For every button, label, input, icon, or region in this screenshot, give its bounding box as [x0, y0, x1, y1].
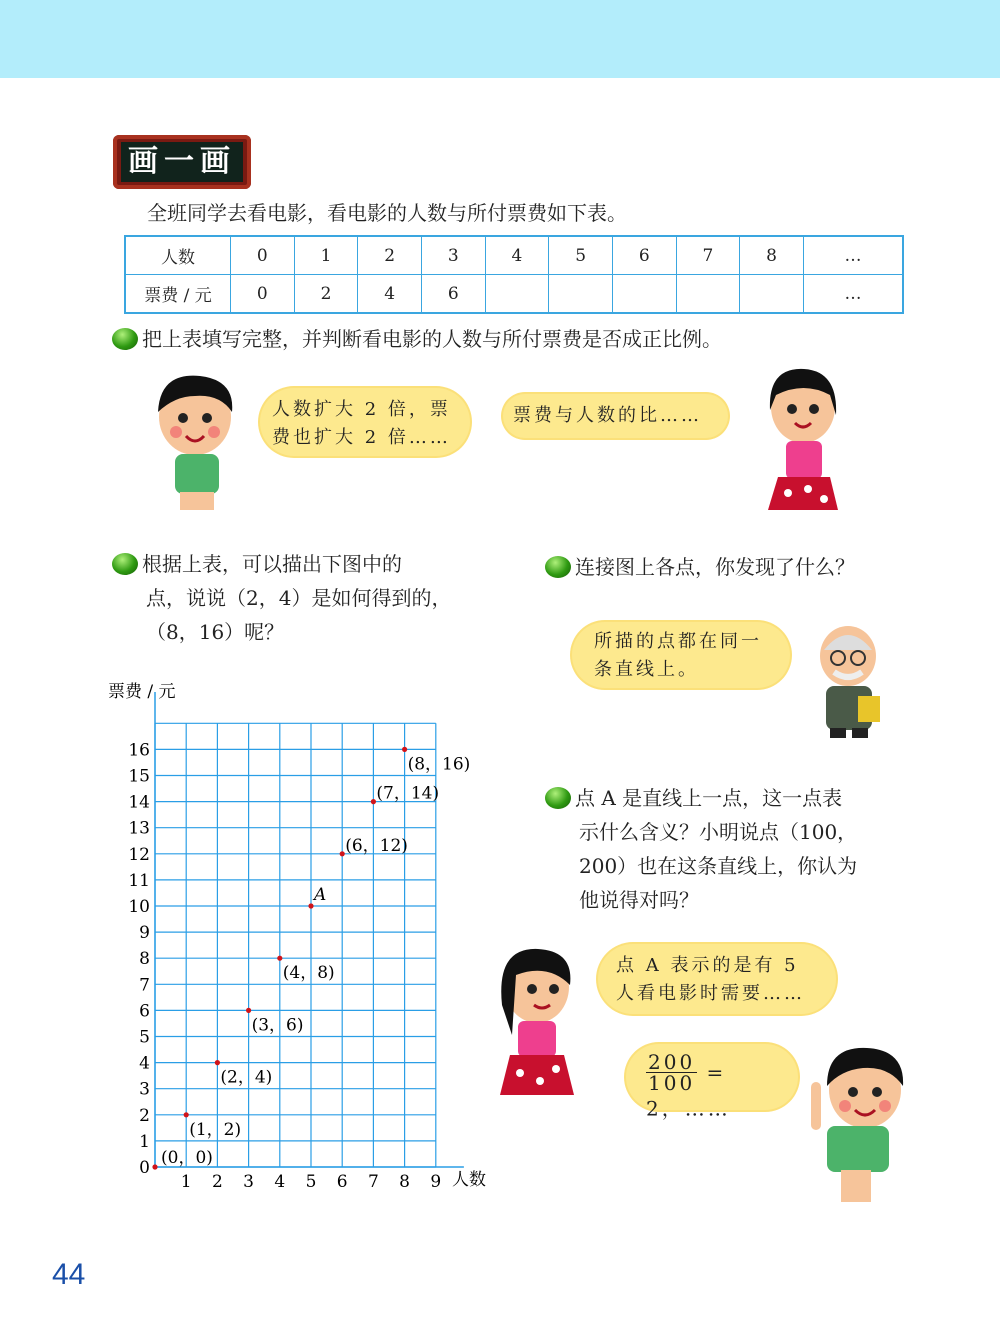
table-cell: 3: [421, 236, 485, 275]
table-cell: …: [803, 275, 903, 314]
y-tick-label: 10: [128, 897, 150, 917]
x-tick-label: 8: [399, 1172, 411, 1192]
table-cell: 0: [231, 236, 295, 275]
section-badge: 画一画: [113, 135, 251, 189]
speech-bubble-boy-2: $\frac{200}{100} = 2$，……: [626, 1044, 798, 1110]
table-cell: [740, 275, 804, 314]
x-tick-label: 4: [274, 1172, 286, 1192]
speech-bubble-boy: 人数扩大 2 倍，票费也扩大 2 倍……: [260, 388, 470, 456]
x-tick-label: 2: [211, 1172, 223, 1192]
intro-text: 全班同学去看电影，看电影的人数与所付票费如下表。: [147, 201, 627, 225]
table-cell: 5: [549, 236, 613, 275]
point-label: (1，2): [189, 1119, 242, 1140]
table-cell: 0: [231, 275, 295, 314]
table-cell: 6: [421, 275, 485, 314]
table-cell: 1: [294, 236, 358, 275]
table-cell: [485, 275, 549, 314]
table-cell: 2: [294, 275, 358, 314]
y-tick-label: 15: [128, 766, 150, 787]
bullet-icon: [112, 328, 138, 350]
table-cell: 4: [485, 236, 549, 275]
x-axis-label: 人数: [452, 1170, 486, 1190]
data-point: [246, 1008, 251, 1013]
y-tick-label: 8: [139, 949, 150, 970]
girl-illustration: [738, 365, 873, 515]
speech-bubble-girl-2: 点 A 表示的是有 5 人看电影时需要……: [598, 944, 836, 1014]
point-label: (8，16): [407, 754, 471, 775]
y-tick-label: 1: [139, 1131, 150, 1152]
boy-illustration: [150, 372, 245, 512]
data-point: [371, 799, 376, 804]
data-point: [184, 1112, 189, 1117]
x-tick-label: 7: [367, 1172, 379, 1192]
data-point: [152, 1164, 157, 1169]
data-point: [340, 851, 345, 856]
table-row: [125, 275, 903, 314]
x-tick-label: 9: [430, 1172, 442, 1192]
fraction: $\frac{200}{100}$: [648, 1050, 696, 1095]
bullet-icon: [545, 556, 571, 578]
data-table: [124, 235, 904, 314]
task-4: 点 A 是直线上一点，这一点表 示什么含义？小明说点（100， 200）也在这条直线上，你认为 他说得对吗？: [545, 781, 857, 917]
point-label: (0，0): [161, 1148, 213, 1168]
y-tick-label: 0: [139, 1158, 150, 1178]
y-tick-label: 7: [139, 975, 150, 996]
task-2: 根据上表，可以描出下图中的 点，说说（2，4）是如何得到的， （8，16）呢？: [112, 547, 451, 649]
table-row: [125, 236, 903, 275]
y-tick-label: 2: [139, 1105, 150, 1126]
table-cell: 4: [358, 275, 422, 314]
row-header: 票费 / 元: [125, 275, 231, 314]
bullet-icon: [112, 553, 138, 575]
row-header: 人数: [125, 236, 231, 275]
table-cell: 2: [358, 236, 422, 275]
point-label: A: [314, 885, 327, 905]
boy-pointing-illustration: [805, 1042, 915, 1207]
table-cell: 8: [740, 236, 804, 275]
grandpa-illustration: [800, 624, 890, 744]
task-3: 连接图上各点，你发现了什么？: [545, 550, 855, 584]
x-tick-label: 6: [336, 1172, 348, 1192]
data-point: [308, 903, 313, 908]
task-1: 把上表填写完整，并判断看电影的人数与所付票费是否成正比例。: [112, 322, 722, 356]
data-point: [215, 1060, 220, 1065]
point-label: (4，8): [282, 963, 335, 984]
y-tick-label: 16: [128, 740, 150, 761]
page-number: 44: [52, 1258, 86, 1291]
y-tick-label: 12: [128, 844, 150, 865]
x-tick-label: 3: [243, 1172, 255, 1192]
table-cell: …: [803, 236, 903, 275]
table-cell: [549, 275, 613, 314]
table-cell: [676, 275, 740, 314]
speech-bubble-girl: 票费与人数的比……: [503, 394, 728, 438]
speech-bubble-grandpa: 所描的点都在同一条直线上。: [572, 622, 790, 688]
y-tick-label: 6: [139, 1001, 150, 1022]
y-tick-label: 9: [139, 923, 150, 944]
y-tick-label: 13: [128, 818, 150, 839]
point-label: (7，14): [376, 783, 440, 804]
data-point: [402, 747, 407, 752]
table-cell: [612, 275, 676, 314]
header-band: [0, 0, 1000, 78]
point-label: (2，4): [220, 1067, 273, 1088]
y-axis-label: 票费 / 元: [108, 682, 176, 702]
table-cell: 6: [612, 236, 676, 275]
x-tick-label: 5: [305, 1172, 317, 1192]
y-tick-label: 4: [139, 1053, 150, 1074]
y-tick-label: 3: [139, 1079, 150, 1100]
point-label: (3，6): [251, 1015, 304, 1036]
scatter-chart: [0, 670, 520, 1210]
y-tick-label: 11: [128, 870, 150, 891]
data-point: [277, 956, 282, 961]
table-cell: 7: [676, 236, 740, 275]
y-tick-label: 14: [128, 792, 150, 813]
bullet-icon: [545, 787, 571, 809]
x-tick-label: 1: [180, 1172, 192, 1192]
y-tick-label: 5: [139, 1027, 150, 1048]
point-label: (6，12): [345, 835, 408, 856]
